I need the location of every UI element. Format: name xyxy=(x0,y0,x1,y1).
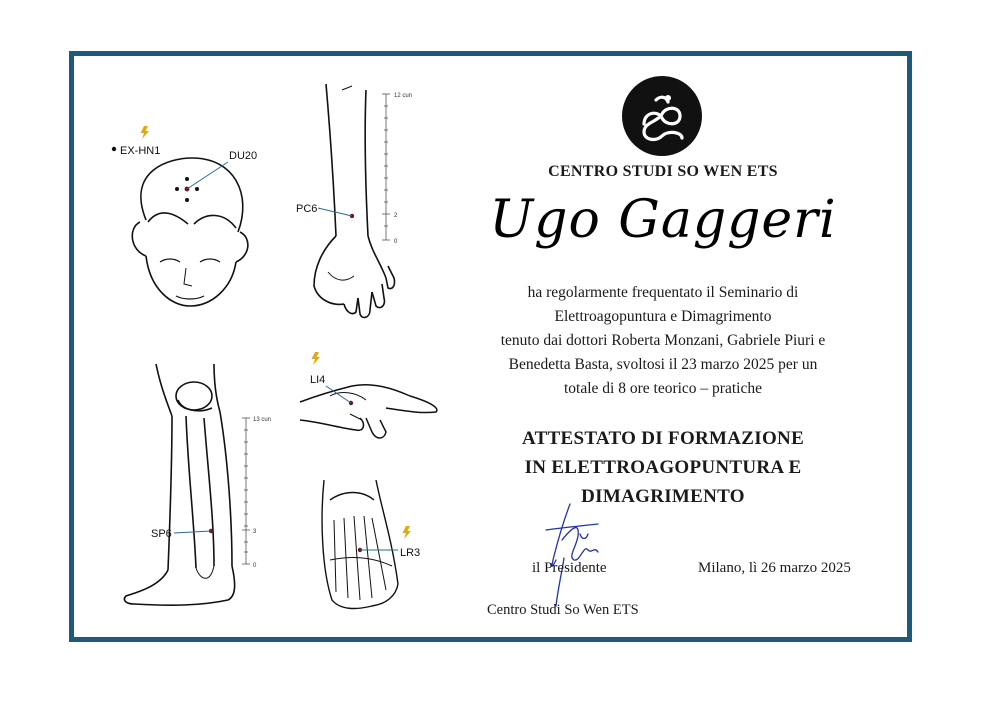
point-label-du20: DU20 xyxy=(229,150,258,162)
body-line: tenuto dai dottori Roberta Monzani, Gabriele Piuri e xyxy=(500,332,826,349)
signature xyxy=(540,500,610,610)
leg-scale-mid: 3 xyxy=(253,529,257,535)
body-line: Elettroagopuntura e Dimagrimento xyxy=(554,308,772,325)
point-label-li4: LI4 xyxy=(310,374,326,386)
arm-scale-top: 12 cun xyxy=(394,93,413,99)
arm-scale-mid: 2 xyxy=(394,213,398,219)
point-label-lr3: LR3 xyxy=(400,547,421,559)
body-line: ha regolarmente frequentato il Seminario di xyxy=(527,284,799,301)
foot-illustration xyxy=(322,480,398,608)
title-line: IN ELETTROAGOPUNTURA E xyxy=(524,457,802,478)
lightning-icon xyxy=(403,526,412,539)
hand-illustration xyxy=(300,385,437,438)
title-line: DIMAGRIMENTO xyxy=(581,486,745,507)
head-illustration xyxy=(132,158,248,306)
body-line: Benedetta Basta, svoltosi il 23 marzo 2025 per un xyxy=(508,356,818,373)
title-line: ATTESTATO DI FORMAZIONE xyxy=(521,428,805,449)
certificate-title xyxy=(463,424,863,511)
organization-name: CENTRO STUDI SO WEN ETS xyxy=(548,163,778,180)
lightning-icon xyxy=(312,352,321,365)
center-signature-label: Centro Studi So Wen ETS xyxy=(487,602,639,618)
recipient-name: Ugo Gaggeri xyxy=(489,190,837,250)
president-label: il Presidente xyxy=(532,560,607,576)
leg-cun-scale xyxy=(242,418,250,564)
leg-scale-zero: 0 xyxy=(253,563,257,569)
arm-illustration xyxy=(314,84,395,317)
leg-scale-top: 13 cun xyxy=(253,417,272,423)
lightning-icon xyxy=(141,126,150,139)
point-label-sp6: SP6 xyxy=(151,528,172,540)
place-date: Milano, lì 26 marzo 2025 xyxy=(698,560,851,576)
arm-cun-scale xyxy=(382,94,390,240)
arm-scale-zero: 0 xyxy=(394,239,398,245)
certificate-body xyxy=(453,281,873,401)
point-label-ex-hn1: EX-HN1 xyxy=(120,145,161,157)
point-label-pc6: PC6 xyxy=(296,203,318,215)
so-wen-logo-icon xyxy=(620,74,704,158)
leg-illustration xyxy=(124,364,234,605)
body-line: totale di 8 ore teorico – pratiche xyxy=(564,380,762,397)
